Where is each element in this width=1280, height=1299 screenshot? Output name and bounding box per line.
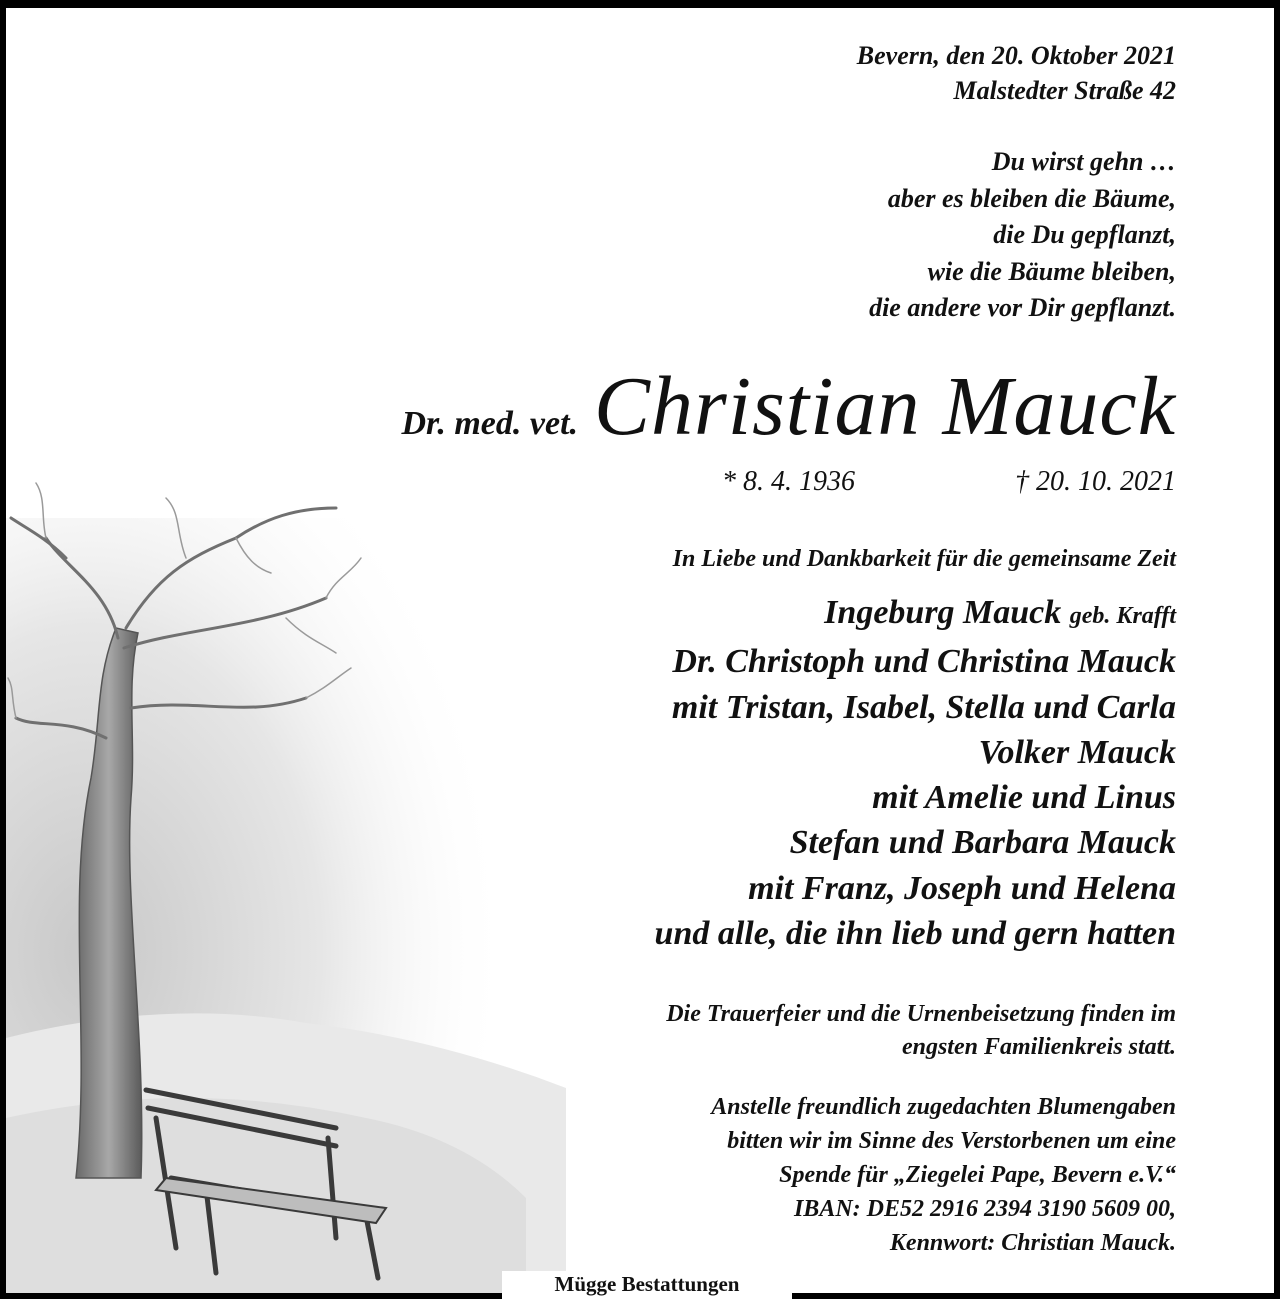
bottom-border-right [780,1293,1274,1299]
poem [869,144,1176,327]
dedication: In Liebe und Dankbarkeit für die gemeinsame Zeit [672,546,1176,572]
death-date: † 20. 10. 2021 [1015,466,1176,497]
poem-line: die andere vor Dir gepflanzt. [869,293,1176,322]
mourner-line: Volker Mauck [978,733,1176,771]
donation-line: IBAN: DE52 2916 2394 3190 5609 00, [793,1196,1176,1222]
place-date-block [857,38,1176,108]
funeral-notice-line: Die Trauerfeier und die Urnenbeisetzung finden im [666,1001,1176,1027]
address: Malstedter Straße 42 [953,76,1176,105]
funeral-notice-line: engsten Familienkreis statt. [901,1034,1176,1060]
mourner-primary-name: Ingeburg Mauck [824,594,1062,631]
deceased-name-line [401,358,1176,455]
funeral-notice [666,998,1176,1064]
donation-line: Kennwort: Christian Mauck. [889,1230,1176,1256]
donation-line: Anstelle freundlich zugedachten Blumengaben [711,1094,1176,1120]
mourners-list [655,590,1176,956]
poem-line: wie die Bäume bleiben, [927,256,1176,286]
mourner-line: mit Tristan, Isabel, Stella und Carla [671,688,1176,726]
mourner-line: und alle, die ihn lieb und gern hatten [654,915,1176,953]
deceased-name: Christian Mauck [594,360,1176,453]
undertaker-credit: Mügge Bestattungen [502,1271,792,1299]
maiden-name: geb. Krafft [1069,603,1176,629]
mourner-line: Dr. Christoph und Christina Mauck [672,643,1176,681]
donation-line: Spende für „Ziegelei Pape, Bevern e.V.“ [779,1162,1176,1188]
mourner-line: mit Amelie und Linus [872,779,1176,817]
mourner-line [655,590,1176,639]
bottom-border-left [6,1293,502,1299]
mourner-line: mit Franz, Joseph und Helena [748,869,1176,907]
poem-line: die Du gepflanzt, [993,220,1176,249]
poem-line: Du wirst gehn … [991,147,1176,176]
mourner-line: Stefan und Barbara Mauck [789,824,1176,862]
place-date: Bevern, den 20. Oktober 2021 [856,41,1176,70]
birth-date: * 8. 4. 1936 [722,466,855,497]
donation-notice [711,1090,1176,1260]
tree-and-bench-illustration [6,478,626,1299]
poem-line: aber es bleiben die Bäume, [887,183,1176,213]
donation-line: bitten wir im Sinne des Verstorbenen um eine [727,1128,1176,1154]
deceased-title: Dr. med. vet. [401,405,579,442]
